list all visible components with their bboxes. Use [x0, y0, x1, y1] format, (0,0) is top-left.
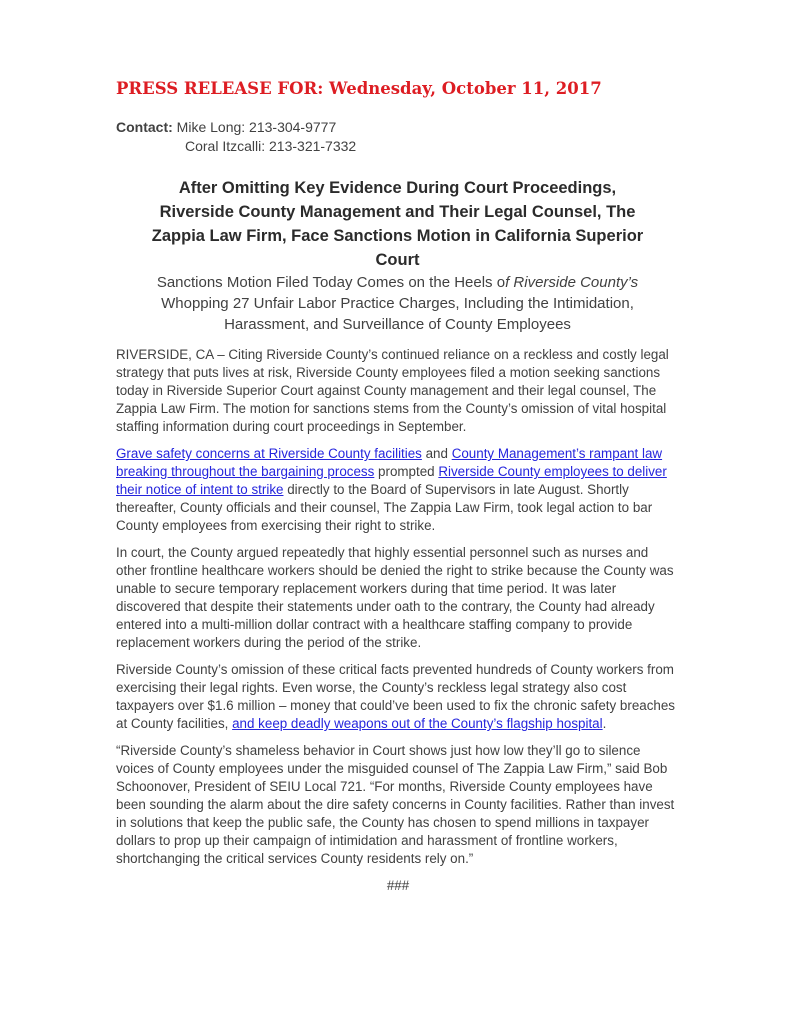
paragraph [116, 346, 680, 436]
subheadline-line [116, 314, 679, 335]
inline-link[interactable]: Grave safety concerns at Riverside County facilities [116, 446, 422, 461]
text-segment: directly to the Board of Supervisors in late August. Shortly thereafter, County officials and their counsel, The Zappia Law Firm, took legal action to bar County employees from exercising their right to strike. [116, 482, 653, 533]
text-segment: prompted [374, 464, 439, 479]
subheadline-segment: f Riverside County’s [505, 274, 639, 291]
contact-block [116, 118, 679, 156]
paragraph [116, 544, 680, 652]
body-paragraphs [116, 346, 680, 868]
subheadline-segment: Whopping 27 Unfair Labor Practice Charges, Including the Intimidation, [161, 295, 634, 312]
paragraph [116, 742, 680, 868]
headline [116, 176, 679, 272]
inline-link[interactable]: and keep deadly weapons out of the County’s flagship hospital [232, 716, 603, 731]
text-segment: . [602, 716, 607, 731]
subheadline-segment: Harassment, and Surveillance of County Employees [224, 316, 571, 333]
press-release-kicker: PRESS RELEASE FOR: Wednesday, October 11, 2017 [116, 79, 602, 98]
contact-person-1: Mike Long: 213-304-9777 [176, 119, 337, 135]
text-segment: RIVERSIDE, CA – Citing Riverside County’s continued reliance on a reckless and costly legal strategy that puts lives at risk, Riverside County employees filed a motion seeking sanctions today in Riverside Superior Court against County management and their legal counsel, The Zappia Law Firm. The motion for sanctions stems from the County’s omission of vital hospital staffing information during court proceedings in September. [116, 347, 669, 434]
text-segment: “Riverside County’s shameless behavior in Court shows just how low they’ll go to silence voices of County employees under the misguided counsel of The Zappia Law Firm,” said Bob Schoonover, President of SEIU Local 721. “For months, Riverside County employees have been sounding the alarm about the dire safety concerns in County facilities. Rather than invest in solutions that keep the public safe, the County has chosen to spend millions in taxpayer dollars to prop up their campaign of intimidation and harassment of frontline workers, shortchanging the critical services County residents rely on.” [116, 743, 675, 866]
paragraph [116, 661, 680, 733]
subheadline-segment: Sanctions Motion Filed Today Comes on the Heels o [156, 274, 506, 291]
text-segment: Riverside County’s omission of these critical facts prevented hundreds of County workers from exercising their legal rights. Even worse, the County’s reckless legal strategy also cost taxpayers over $1.6 million – money that could’ve been used to fix the chronic safety breaches at County facilities, [116, 662, 676, 731]
contact-label: Contact: [116, 119, 173, 135]
subheadline-line [116, 272, 679, 293]
inline-link[interactable]: County Management’s rampant law breaking throughout the bargaining process [116, 446, 663, 479]
subheadline-line [116, 293, 679, 314]
headline-line: Court [375, 251, 420, 269]
paragraph [116, 445, 680, 535]
headline-line: After Omitting Key Evidence During Court Proceedings, [178, 179, 617, 197]
text-segment: and [421, 446, 452, 461]
inline-link[interactable]: Riverside County employees to deliver their notice of intent to strike [116, 464, 667, 497]
closing-marker: ### [386, 878, 410, 893]
contact-line-1 [116, 118, 679, 137]
headline-line: Riverside County Management and Their Legal Counsel, The [159, 203, 636, 221]
text-segment: In court, the County argued repeatedly that highly essential personnel such as nurses and other frontline healthcare workers should be denied the right to strike because the County was unable to secure temporary replacement workers during that time period. It was later discovered that despite their statements under oath to the contrary, the County had already entered into a multi-million dollar contract with a healthcare staffing company to provide replacement workers during the period of the strike. [116, 545, 674, 650]
headline-line: Zappia Law Firm, Face Sanctions Motion in California Superior [151, 227, 644, 245]
subheadline [116, 272, 679, 335]
contact-person-2: Coral Itzcalli: 213-321-7332 [185, 138, 357, 154]
